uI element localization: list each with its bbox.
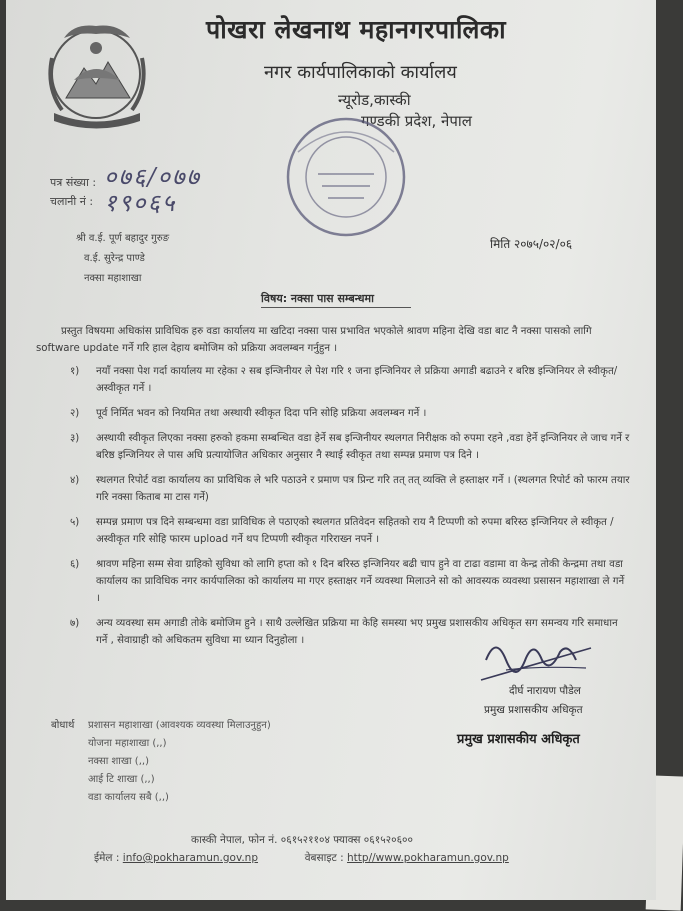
letter-date: मिति २०७५/०२/०६ — [490, 237, 573, 251]
list-item: १) नयाँ नक्सा पेश गर्दा कार्यालय मा रहेका २ सब इन्जिनीयर ले पेश गरि १ जना इन्जिनियर ले प्रक्रिया अगाडी बढाउने र बरिष्ठ इन्जिनियर ले स्वीकृत/अस्वीकृत गर्ने । — [70, 366, 618, 394]
list-item: ५) सम्पन्न प्रमाण पत्र दिने सम्बन्धमा वडा प्राविधिक ले पठाएको स्थलगत प्रतिवेदन सहितको राय नै टिप्पणी को रुपमा बरिस्ठ इन्जिनियर ले स्वीकृत /अस्वीकृत गरि सोहि फारम upload गर्ने थप टिप्पणी स्वीकृत गरिराख्न नपर्ने । — [70, 517, 614, 545]
dispatch-label: चलानी नं : — [50, 195, 94, 208]
dispatch-number: १९०६५ — [104, 189, 177, 217]
footer-web — [94, 851, 509, 865]
ref-label: पत्र संख्या : — [50, 176, 97, 189]
signature-block-title: प्रमुख प्रशासकीय अधिकृत — [457, 732, 580, 747]
recipient-3: नक्सा महाशाखा — [84, 273, 142, 284]
list-item: २) पूर्व निर्मित भवन को नियमित तथा अस्थायी स्वीकृत दिदा पनि सोहि प्रक्रिया अवलम्बन गर्ने । — [70, 408, 427, 419]
email-label: ईमेल : — [94, 852, 120, 864]
list-item: ४) स्थलगत रिपोर्ट वडा कार्यालय का प्राविधिक ले भरि पठाउने र प्रमाण पत्र प्रिन्ट गरि तत् तत् व्यक्ति ले हस्ताक्षर गर्ने । (स्थलगत रिपोर्ट को फारम तयार गरि नक्सा किताब मा टास गर्ने) — [70, 475, 630, 503]
letterhead-subtitle: नगर कार्यपालिकाको कार्यालय — [264, 62, 457, 83]
nepal-emblem-icon — [44, 18, 149, 133]
email-link[interactable]: info@pokharamun.gov.np — [122, 852, 259, 864]
list-item: नक्सा शाखा (,,) — [88, 756, 149, 767]
instruction-list — [70, 363, 631, 657]
list-item: ७) अन्य व्यवस्था सम अगाडी तोके बमोजिम हुने । साथै उल्लेखित प्रक्रिया मा केहि समस्या भए प्रमुख प्रशासकीय अधिकृत सग समन्वय गरि समाधान गर्ने , सेवाग्राही को अधिकतम सुविधा मा ध्यान दिनुहोला । — [70, 618, 618, 646]
list-item: आई टि शाखा (,,) — [88, 774, 155, 785]
signatory-name: दीर्घ नारायण पौडेल — [509, 685, 581, 697]
office-stamp-icon — [278, 112, 413, 242]
website-label: वेबसाइट : — [304, 852, 344, 864]
address-line-1: न्यूरोड,कास्की — [338, 91, 411, 109]
list-item: ३) अस्थायी स्वीकृत लिएका नक्सा हरुको हकमा सम्बन्धित वडा हेर्ने सब इन्जिनीयर स्थलगत निरीक्षक को रुपमा रहने ,वडा हेर्ने इन्जिनियर ले जाच गर्ने र बरिष्ठ इन्जिनियर ले पास अघि प्रत्यायोजित अधिकार अनुसार नै स्थाई स्वीकृत तथा सम्पन्न प्रमाण पत्र दिने । — [70, 433, 630, 461]
cc-label: बोधार्थ — [51, 720, 75, 731]
signatory-title: प्रमुख प्रशासकीय अधिकृत — [484, 704, 583, 716]
subject-line: विषय: नक्सा पास सम्बन्धमा — [261, 292, 374, 305]
footer-contact: कास्की नेपाल, फोन नं. ०६१५२११०४ फ्याक्स ०६१५२०६०० — [191, 834, 413, 846]
address-line-2: गण्डकी प्रदेश, नेपाल — [361, 112, 472, 130]
ref-number: ०७६/०७७ — [104, 163, 201, 191]
website-link[interactable]: http//www.pokharamun.gov.np — [347, 852, 509, 864]
letter-page — [6, 0, 656, 900]
cc-list — [88, 717, 271, 807]
recipient-1: श्री व.ई. पूर्ण बहादुर गुरुङ — [76, 233, 170, 244]
subject-underline — [261, 307, 411, 308]
list-item: प्रशासन महाशाखा (आवश्यक व्यवस्था मिलाउनुहुन) — [88, 720, 271, 731]
handwritten-signature-icon — [476, 630, 596, 690]
body-paragraph: प्रस्तुत विषयमा अधिकांस प्राविधिक हरु वडा कार्यालय मा खटिदा नक्सा पास प्रभावित भएकोले श्रावण महिना देखि वडा बाट नै नक्सा पासको लागि software update गर्ने गरि हाल देहाय बमोजिम को प्रक्रिया अवलम्बन गर्नुहुन । — [36, 326, 592, 354]
list-item: ६) श्रावण महिना सम्म सेवा ग्राहिको सुविधा को लागि हप्ता को १ दिन बरिस्ठ इन्जिनियर बढी चाप हुने वा टाढा वडामा वा केन्द्र तोकी केन्द्रमा तथा वडा कार्यालय का प्राविधिक नगर कार्यपालिका को कार्यालय मा गएर हस्ताक्षर गर्ने व्यवस्था मिलाउने सो को आवस्यक व्यवस्था प्रसासन महाशाखा ले गर्ने । — [70, 559, 625, 604]
list-item: वडा कार्यालय सबै (,,) — [88, 792, 169, 803]
recipient-2: व.ई. सुरेन्द्र पाण्डे — [84, 253, 145, 264]
list-item: योजना महाशाखा (,,) — [88, 738, 167, 749]
letterhead-title: पोखरा लेखनाथ महानगरपालिका — [206, 15, 507, 44]
